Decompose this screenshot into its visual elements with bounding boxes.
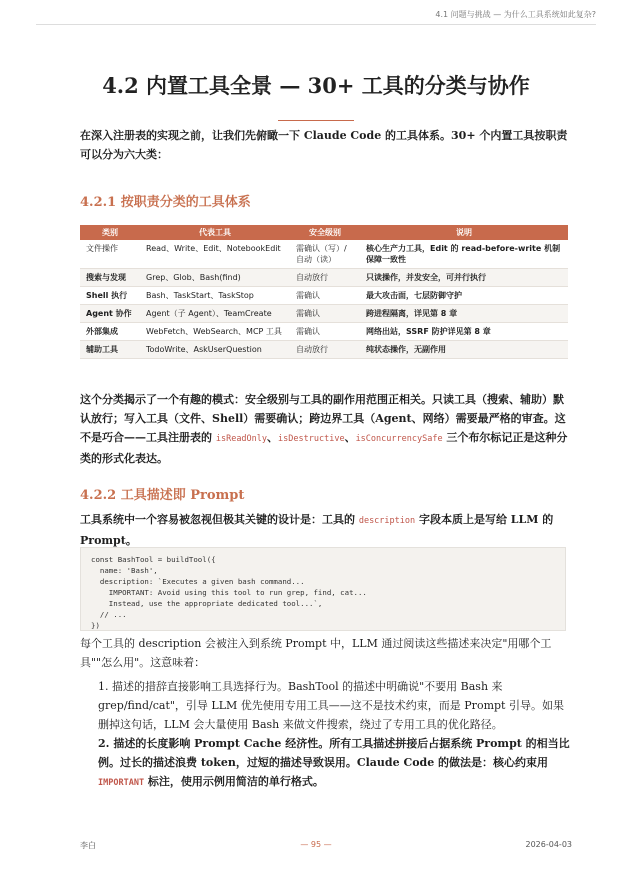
after-code-paragraph: 每个工具的 description 会被注入到系统 Prompt 中，LLM 通过阅读这些描述来决定"用哪个工具""怎么用"。这意味着： <box>80 637 552 669</box>
table-cell: 辅助工具 <box>80 341 140 359</box>
table-cell: 核心生产力工具，Edit 的 read-before-write 机制保障一致性 <box>360 240 568 269</box>
flag-is-destructive: isDestructive <box>278 434 345 444</box>
table-header-row <box>80 225 568 240</box>
table-row <box>80 323 568 341</box>
table-header-cell: 安全级别 <box>290 225 360 240</box>
table-cell: 需确认 <box>290 287 360 305</box>
section-heading-1: 4.2.1 按职责分类的工具体系 <box>80 195 251 210</box>
classification-paragraph <box>80 390 570 468</box>
table-cell: TodoWrite、AskUserQuestion <box>140 341 290 359</box>
table-cell: 跨进程隔离，详见第 8 章 <box>360 305 568 323</box>
table-row <box>80 269 568 287</box>
table-header-cell: 类别 <box>80 225 140 240</box>
section-heading-2: 4.2.2 工具描述即 Prompt <box>80 488 245 503</box>
table-cell: 搜索与发现 <box>80 269 140 287</box>
paragraph-text: 工具系统中一个容易被忽视但极其关键的设计是：工具的 <box>80 513 359 526</box>
table-cell: 文件操作 <box>80 240 140 269</box>
table-row <box>80 341 568 359</box>
flag-is-concurrency-safe: isConcurrencySafe <box>355 434 443 444</box>
table-cell: Agent（子 Agent）、TeamCreate <box>140 305 290 323</box>
inline-code-description: description <box>358 516 416 526</box>
table-row <box>80 240 568 269</box>
paragraph-text: 字段本质上是写给 LLM 的 Prompt。 <box>80 513 554 547</box>
table-cell: 需确认（写）/ 自动（读） <box>290 240 360 269</box>
table-header-cell: 代表工具 <box>140 225 290 240</box>
table-row <box>80 287 568 305</box>
footer-date: 2026-04-03 <box>525 840 572 849</box>
table-cell: WebFetch、WebSearch、MCP 工具 <box>140 323 290 341</box>
table-cell: Read、Write、Edit、NotebookEdit <box>140 240 290 269</box>
separator-text: 、 <box>267 431 279 444</box>
table-header-cell: 说明 <box>360 225 568 240</box>
table-cell: Shell 执行 <box>80 287 140 305</box>
flag-is-read-only: isReadOnly <box>215 434 268 444</box>
tool-category-table <box>80 225 568 359</box>
list-item: 1. 描述的措辞直接影响工具选择行为。BashTool 的描述中明确说"不要用 Bash 来 grep/find/cat"，引导 LLM 优先使用专用工具——这不是技术约束，而是 Prompt 引导。如果删掉这句话，LLM 会大量使用 Bash 来做文件搜索，绕过了专用工具的优化路径。 <box>98 680 564 731</box>
table-cell: 最大攻击面，七层防御守护 <box>360 287 568 305</box>
table-cell: 纯状态操作，无副作用 <box>360 341 568 359</box>
table-cell: 需确认 <box>290 305 360 323</box>
paragraph-text: 三个布尔标记正是这种分类的形式化表达。 <box>80 431 568 465</box>
footer-page-number: — 95 — <box>300 840 332 849</box>
running-header: 4.1 问题与挑战 — 为什么工具系统如此复杂? <box>435 10 596 19</box>
paragraph-text: 这个分类揭示了一个有趣的模式：安全级别与工具的副作用范围正相关。只读工具（搜索、辅助）默认放行；写入工具（文件、Shell）需要确认；跨边界工具（Agent、网络）需要最严格的审查。这不是巧合——工具注册表的 <box>80 393 566 444</box>
table-cell: Grep、Glob、Bash(find) <box>140 269 290 287</box>
description-lead-paragraph <box>80 510 570 550</box>
table-cell: 需确认 <box>290 323 360 341</box>
table-row <box>80 305 568 323</box>
table-cell: 自动放行 <box>290 269 360 287</box>
table-cell: 网络出站，SSRF 防护详见第 8 章 <box>360 323 568 341</box>
title-underline <box>278 120 354 121</box>
table-cell: 只读操作，并发安全，可并行执行 <box>360 269 568 287</box>
footer-author: 李白 <box>80 841 96 850</box>
separator-text: 、 <box>344 431 356 444</box>
table-cell: Bash、TaskStart、TaskStop <box>140 287 290 305</box>
table-cell: 自动放行 <box>290 341 360 359</box>
bash-tool-code-block: const BashTool = buildTool({ name: 'Bash', description: `Executes a given bash command... IMPORTANT: Avoid using this tool to run grep, find, cat... Instead, use the appropriate dedicated tool...`, // ... }) <box>80 547 566 631</box>
intro-paragraph: 在深入注册表的实现之前，让我们先俯瞰一下 Claude Code 的工具体系。30+ 个内置工具按职责可以分为六大类： <box>80 129 568 161</box>
inline-code-important: IMPORTANT <box>98 778 145 788</box>
table-cell: Agent 协作 <box>80 305 140 323</box>
table-cell: 外部集成 <box>80 323 140 341</box>
header-divider <box>36 24 596 25</box>
list-item <box>98 734 570 793</box>
chapter-title: 4.2 内置工具全景 — 30+ 工具的分类与协作 <box>102 73 530 98</box>
list-item-text: 2. 描述的长度影响 Prompt Cache 经济性。所有工具描述拼接后占据系统 Prompt 的相当比例。过长的描述浪费 token，过短的描述导致误用。Claude Code 的做法是：核心约束用 <box>98 737 570 769</box>
list-item-text: 标注，使用示例用简洁的单行格式。 <box>144 775 324 788</box>
